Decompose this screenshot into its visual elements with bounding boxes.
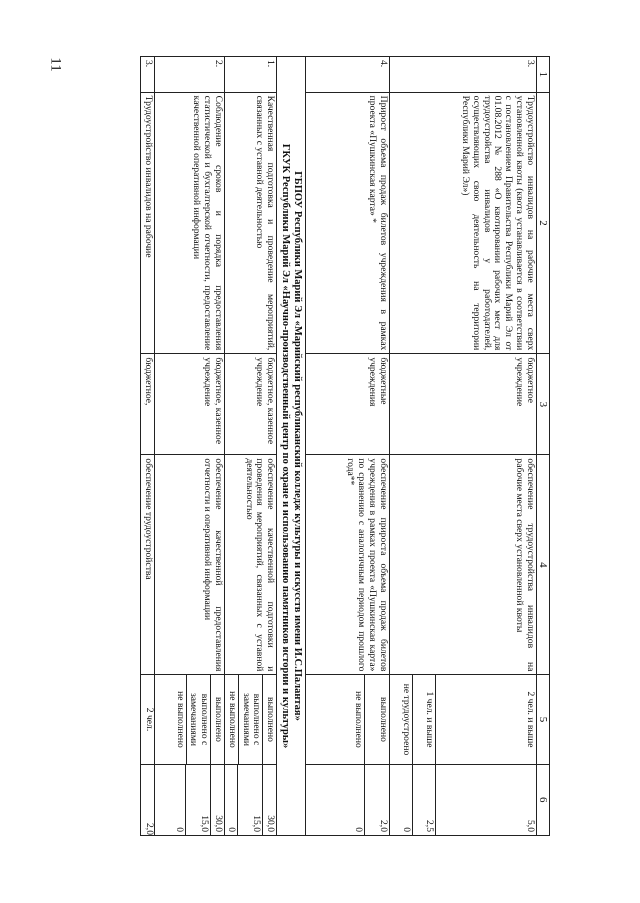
points-cell: [154, 764, 224, 835]
level: 2 чел. и выше: [435, 675, 536, 763]
institution-type: бюджетное, казенное учреждение: [224, 354, 276, 455]
criteria-table: [140, 56, 550, 836]
level: не выполнено: [174, 691, 186, 748]
row-number: 1.: [224, 57, 276, 93]
levels-cell: [224, 675, 276, 764]
criterion: обеспечение качественной предоставления отчетности и оперативной информации: [154, 455, 224, 675]
institution-type: бюджетное учреждение: [389, 354, 536, 455]
points: 5,0: [435, 765, 536, 835]
table-row: [224, 57, 276, 836]
table-row: [389, 57, 536, 836]
criterion: обеспечение трудоустройства инвалидов на рабочие места сверх установленной квоты: [389, 455, 536, 675]
section-heading: [277, 57, 306, 836]
levels-cell: [154, 675, 224, 764]
table-row: [141, 57, 155, 836]
level: выполнено: [262, 675, 276, 763]
points: 0: [173, 827, 185, 832]
indicator-name: Трудоустройство инвалидов на рабочие: [141, 92, 155, 354]
header-cell: 6: [536, 764, 549, 835]
levels-cell: [305, 675, 389, 764]
criterion: обеспечение прироста объема продаж билетов учреждения в рамках проекта «Пушкинская карта» по сравнению с аналогичным периодом прошлого года**: [305, 455, 389, 675]
indicator-name: Качественная подготовка и проведение мероприятий, связанных с уставной деятельностью: [224, 92, 276, 354]
points: 2,0: [364, 765, 389, 835]
header-cell: 4: [536, 455, 549, 675]
criterion: обеспечение качественной подготовки и проведения мероприятий, связанных с уставной деятельностью: [224, 455, 276, 675]
points: 2,5: [412, 765, 435, 835]
points: 0: [226, 827, 238, 832]
level: выполнено с замечаниями: [186, 675, 210, 763]
header-cell: 3: [536, 354, 549, 455]
points: 15,0: [185, 765, 210, 835]
level: не трудоустроено: [400, 683, 412, 756]
institution-type: бюджетные учреждения: [305, 354, 389, 455]
row-number: 2.: [154, 57, 224, 93]
points: 15,0: [237, 765, 262, 835]
points-cell: [224, 764, 276, 835]
level: не выполнено: [226, 691, 238, 748]
table-row: [154, 57, 224, 836]
level: не выполнено: [352, 691, 364, 748]
points-cell: [389, 764, 536, 835]
institution-type: бюджетное, казенное учреждение: [154, 354, 224, 455]
table-row: [305, 57, 389, 836]
institution-type: бюджетное,: [141, 354, 155, 455]
indicator-name: Соблюдение сроков и порядка предоставления статистической и бухгалтерской отчетности, предоставление качественной оперативной информации: [154, 92, 224, 354]
header-cell: 2: [536, 92, 549, 354]
indicator-name: Трудоустройство инвалидов на рабочие места сверх установленной квоты (квота устанавливается в соответствии с постановлением Правительства Республики Марий Эл от 01.08.2012 № 288 «О квотировании рабочих мест для трудоустройства инвалидов у работодателей, осуществляющих свою деятельность на территории Республики Марий Эл»): [389, 92, 536, 354]
indicator-name: Прирост объема продаж билетов учреждения в рамках проекта «Пушкинская карта» *: [305, 92, 389, 354]
page-number: 11: [47, 57, 64, 72]
section-heading-row: [277, 57, 306, 836]
points: 30,0: [262, 765, 276, 835]
level: 2 чел.: [141, 675, 155, 764]
rotated-table-container: [110, 56, 550, 836]
row-number: 3.: [141, 57, 155, 93]
org-title-1: ГБПОУ Республики Марий Эл «Марийский республиканский колледж культуры и искусств имени И.С.Палантая»: [291, 171, 303, 721]
row-number: 3.: [389, 57, 536, 93]
header-row: [536, 57, 549, 836]
header-cell: 5: [536, 675, 549, 764]
points: 2,0: [141, 764, 155, 835]
points: 0: [352, 827, 364, 832]
level: выполнено: [364, 675, 389, 763]
row-number: 4.: [305, 57, 389, 93]
header-cell: 1: [536, 57, 549, 93]
criterion: обеспечение трудоустройства: [141, 455, 155, 675]
points: 30,0: [210, 765, 224, 835]
points-cell: [305, 764, 389, 835]
points: 0: [400, 827, 412, 832]
org-title-2: ГКУК Республики Марий Эл «Научно-производственный центр по охране и использованию памятников истории и культуры»: [279, 143, 291, 749]
levels-cell: [389, 675, 536, 764]
level: выполнено с замечаниями: [238, 675, 262, 763]
level: 1 чел. и выше: [412, 675, 435, 763]
level: выполнено: [210, 675, 224, 763]
